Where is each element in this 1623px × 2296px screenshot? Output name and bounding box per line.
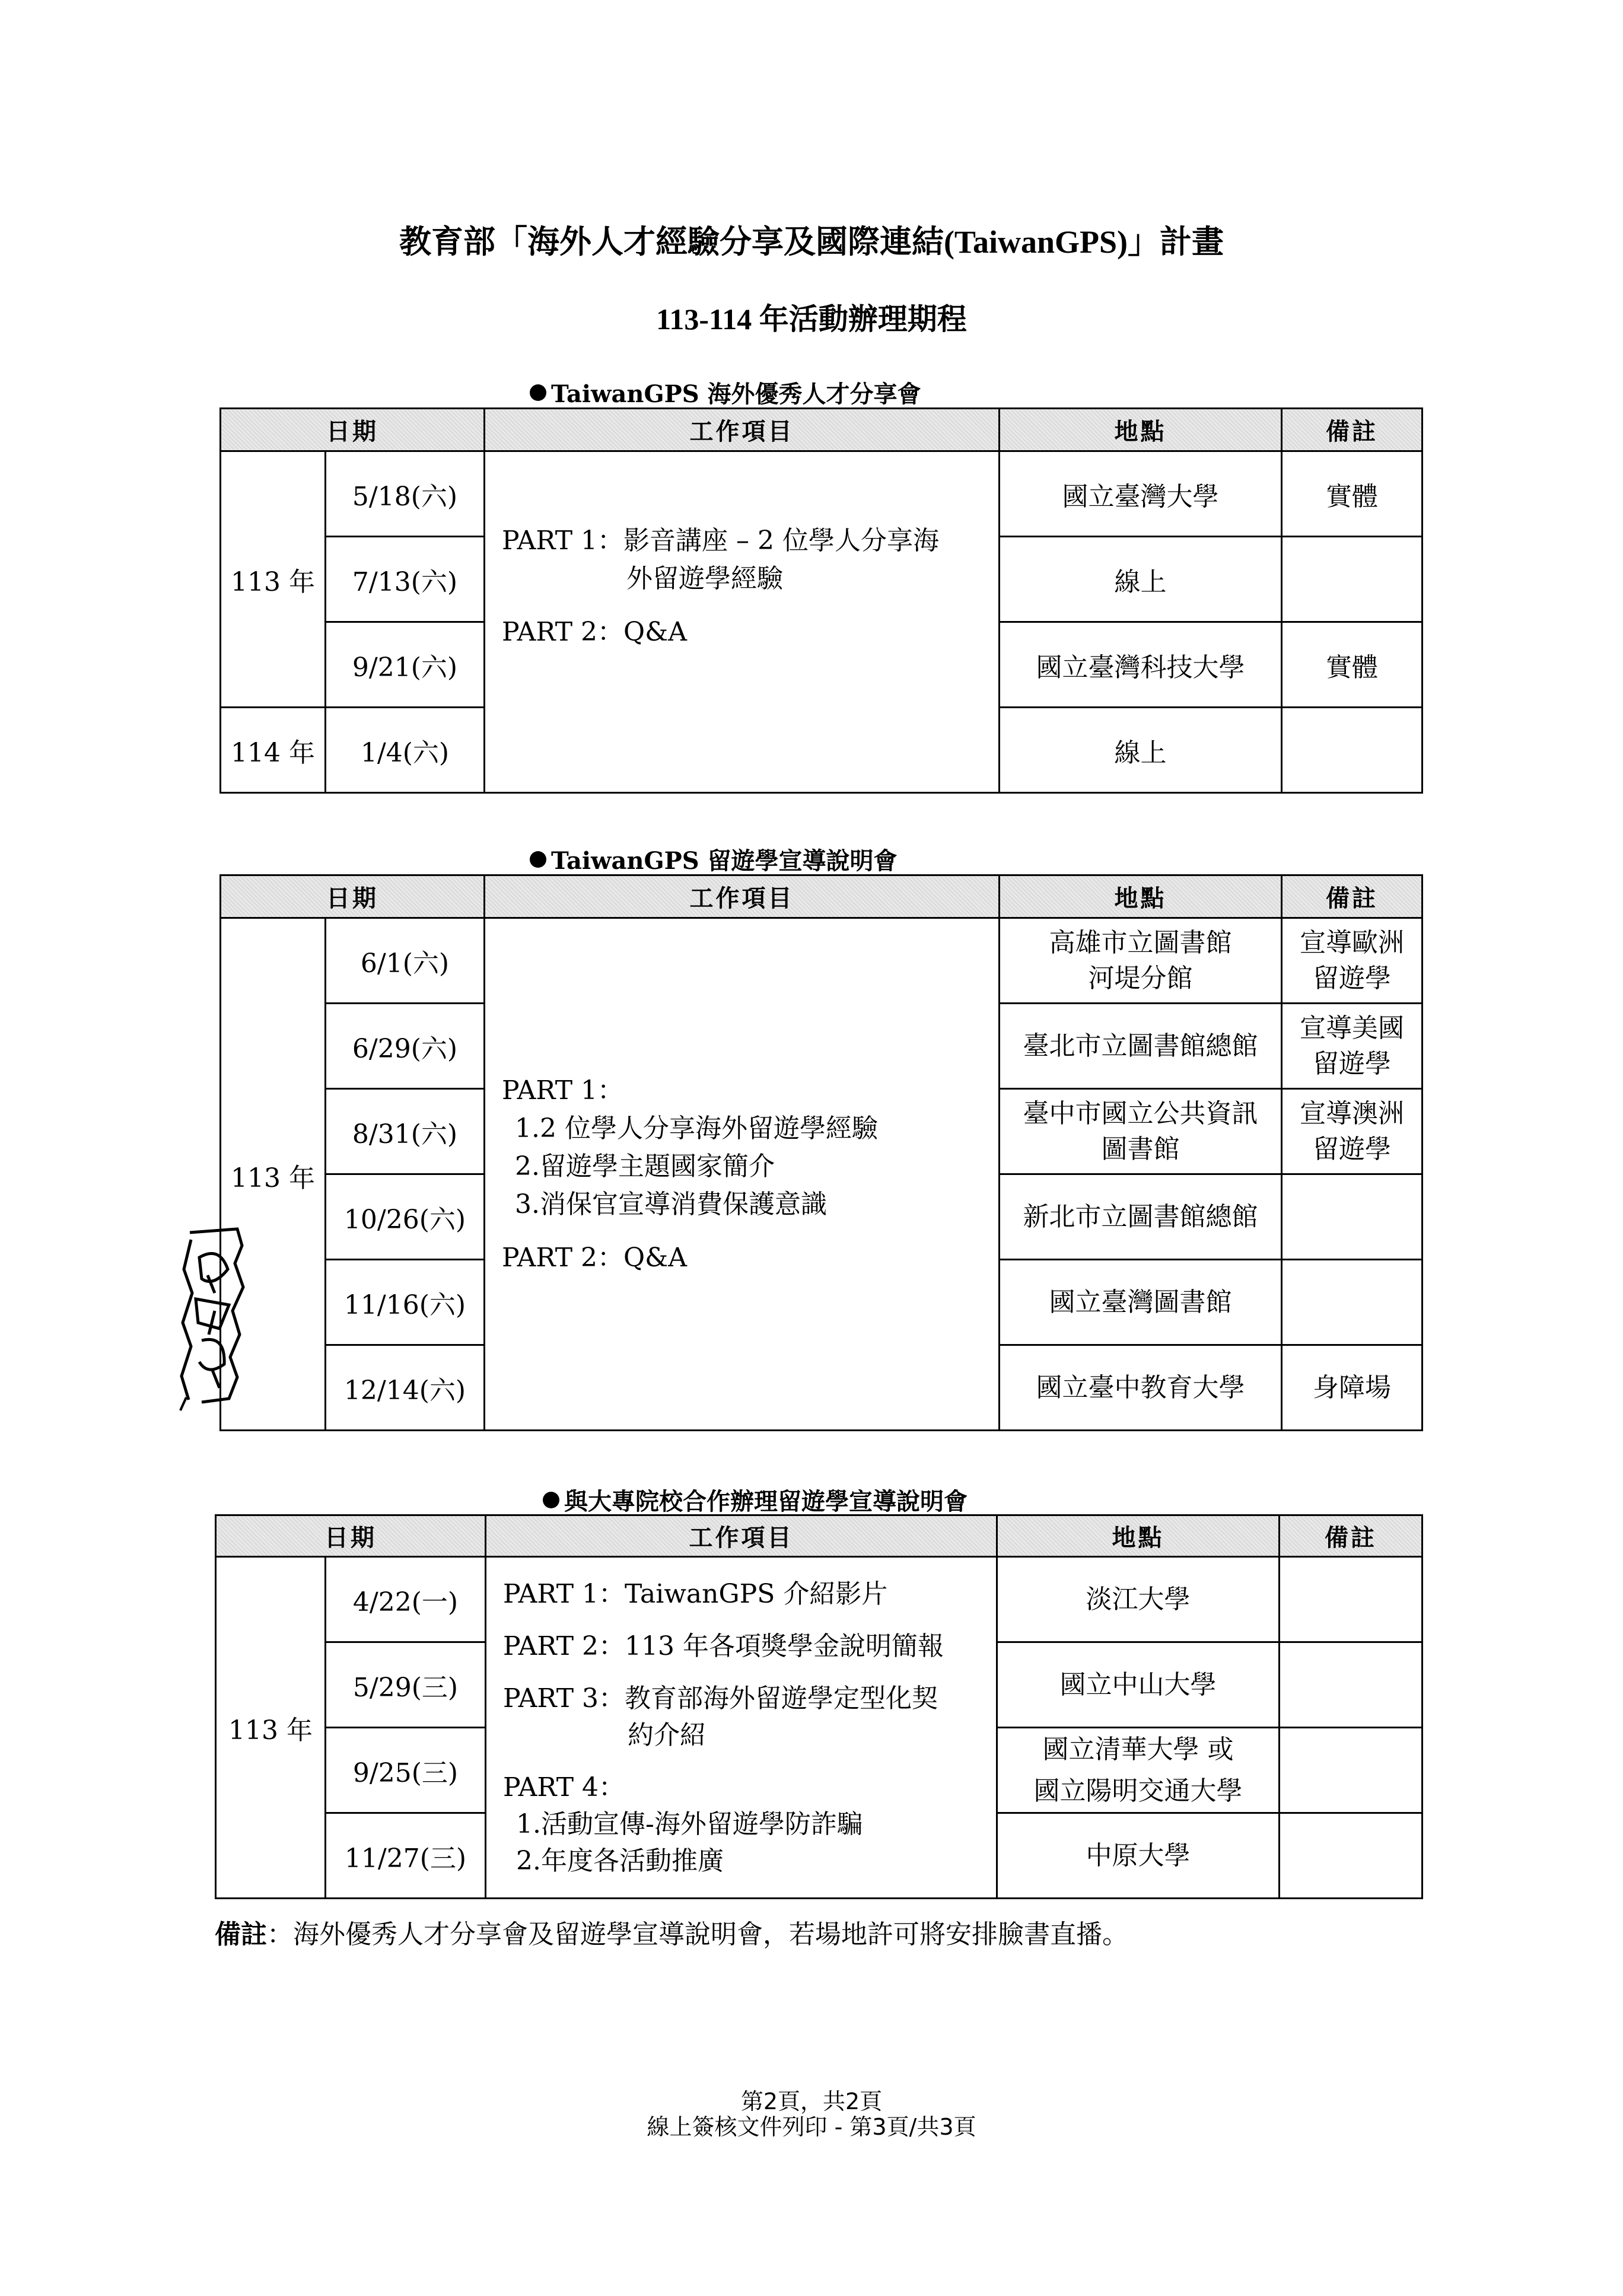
header-work: 工作項目 xyxy=(486,1515,997,1557)
document-subtitle: 113-114 年活動辦理期程 xyxy=(656,302,967,336)
date-cell: 12/14(六) xyxy=(326,1345,485,1431)
place-cell: 國立清華大學 或 國立陽明交通大學 xyxy=(997,1728,1280,1813)
place-cell: 國立中山大學 xyxy=(997,1642,1280,1728)
header-place: 地點 xyxy=(1000,875,1282,918)
section1-title: TaiwanGPS 海外優秀人才分享會 xyxy=(530,375,921,409)
note-cell xyxy=(1280,1813,1422,1899)
work-items-cell: PART 1： 1.2 位學人分享海外留遊學經驗 2.留遊學主題國家簡介 3.消保官宣導消費保護意識 PART 2：Q&A xyxy=(485,918,1000,1431)
section1-table xyxy=(219,407,1423,794)
note-cell: 實體 xyxy=(1282,451,1422,537)
work-items-cell: PART 1：TaiwanGPS 介紹影片 PART 2：113 年各項獎學金說明簡報 PART 3：教育部海外留遊學定型化契 約介紹 PART 4： 1.活動宣傳-海外留遊學防詐騙 2.年度各活動推廣 xyxy=(486,1557,997,1899)
year-cell: 113 年 xyxy=(221,451,326,708)
place-cell: 臺中市國立公共資訊 圖書館 xyxy=(1000,1089,1282,1174)
date-cell: 5/29(三) xyxy=(326,1642,486,1728)
bullet-icon xyxy=(530,384,546,401)
date-cell: 9/25(三) xyxy=(326,1728,486,1813)
place-cell: 高雄市立圖書館 河堤分館 xyxy=(1000,918,1282,1004)
note-cell xyxy=(1282,1174,1422,1260)
place-cell: 線上 xyxy=(1000,537,1282,622)
header-date: 日期 xyxy=(216,1515,486,1557)
place-cell: 新北市立圖書館總館 xyxy=(1000,1174,1282,1260)
place-cell: 中原大學 xyxy=(997,1813,1280,1899)
header-place: 地點 xyxy=(997,1515,1280,1557)
header-note: 備註 xyxy=(1282,409,1422,451)
note-cell xyxy=(1280,1728,1422,1813)
place-cell: 臺北市立圖書館總館 xyxy=(1000,1004,1282,1089)
print-footer: 線上簽核文件列印 - 第3頁/共3頁 xyxy=(647,2114,976,2140)
remark xyxy=(215,1913,1128,1951)
note-cell: 宣導歐洲 留遊學 xyxy=(1282,918,1422,1004)
date-cell: 6/29(六) xyxy=(326,1004,485,1089)
place-cell: 淡江大學 xyxy=(997,1557,1280,1642)
note-cell xyxy=(1280,1557,1422,1642)
bullet-icon xyxy=(530,851,546,868)
note-cell xyxy=(1282,537,1422,622)
section3-title: 與大專院校合作辦理留遊學宣導說明會 xyxy=(543,1483,968,1517)
date-cell: 11/27(三) xyxy=(326,1813,486,1899)
place-cell: 線上 xyxy=(1000,708,1282,793)
work-items-cell: PART 1：影音講座 – 2 位學人分享海 外留遊學經驗 PART 2：Q&A xyxy=(485,451,1000,793)
note-cell: 身障場 xyxy=(1282,1345,1422,1431)
bullet-icon xyxy=(543,1492,559,1508)
header-note: 備註 xyxy=(1280,1515,1422,1557)
place-cell: 國立臺灣圖書館 xyxy=(1000,1260,1282,1345)
place-cell: 國立臺中教育大學 xyxy=(1000,1345,1282,1431)
note-cell xyxy=(1280,1642,1422,1728)
date-cell: 1/4(六) xyxy=(326,708,485,793)
date-cell: 9/21(六) xyxy=(326,622,485,708)
document-title: 教育部「海外人才經驗分享及國際連結(TaiwanGPS)」計畫 xyxy=(399,224,1224,260)
section2-title: TaiwanGPS 留遊學宣導說明會 xyxy=(530,842,898,876)
year-cell: 113 年 xyxy=(216,1557,326,1899)
date-cell: 4/22(一) xyxy=(326,1557,486,1642)
year-cell: 113 年 xyxy=(221,918,326,1431)
date-cell: 7/13(六) xyxy=(326,537,485,622)
date-cell: 8/31(六) xyxy=(326,1089,485,1174)
approval-seal-image xyxy=(178,1222,249,1412)
header-date: 日期 xyxy=(221,875,485,918)
note-cell xyxy=(1282,708,1422,793)
section3-table xyxy=(215,1514,1423,1899)
header-work: 工作項目 xyxy=(485,875,1000,918)
year-cell: 114 年 xyxy=(221,708,326,793)
remark-label: 備註 xyxy=(215,1919,267,1950)
header-place: 地點 xyxy=(1000,409,1282,451)
page-number: 第2頁，共2頁 xyxy=(740,2088,883,2115)
date-cell: 6/1(六) xyxy=(326,918,485,1004)
date-cell: 11/16(六) xyxy=(326,1260,485,1345)
date-cell: 10/26(六) xyxy=(326,1174,485,1260)
header-work: 工作項目 xyxy=(485,409,1000,451)
note-cell: 實體 xyxy=(1282,622,1422,708)
place-cell: 國立臺灣大學 xyxy=(1000,451,1282,537)
section2-table xyxy=(219,874,1423,1431)
note-cell xyxy=(1282,1260,1422,1345)
place-cell: 國立臺灣科技大學 xyxy=(1000,622,1282,708)
note-cell: 宣導美國 留遊學 xyxy=(1282,1004,1422,1089)
remark-text: ：海外優秀人才分享會及留遊學宣導說明會，若場地許可將安排臉書直播。 xyxy=(267,1919,1128,1950)
header-note: 備註 xyxy=(1282,875,1422,918)
date-cell: 5/18(六) xyxy=(326,451,485,537)
header-date: 日期 xyxy=(221,409,485,451)
note-cell: 宣導澳洲 留遊學 xyxy=(1282,1089,1422,1174)
